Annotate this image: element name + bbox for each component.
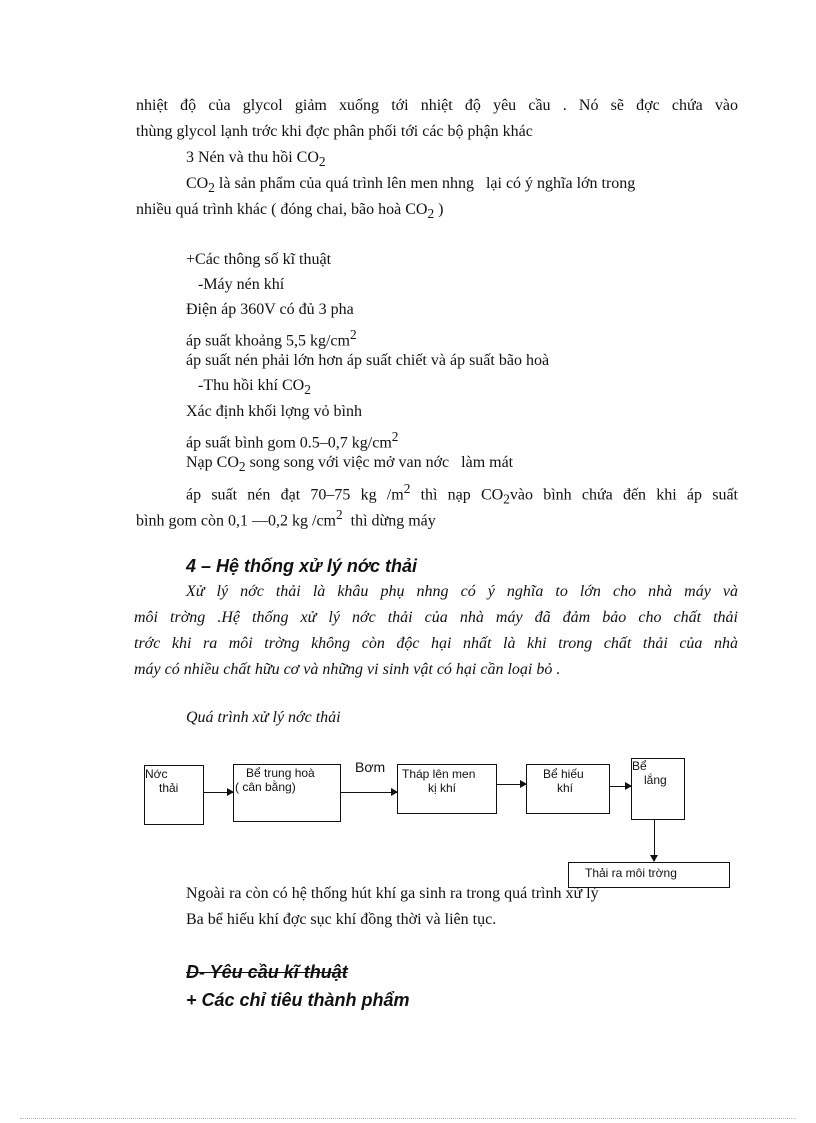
box-label: Tháp lên men — [402, 767, 476, 781]
spec-recovery: -Thu hồi khí $CO_2$ — [198, 377, 311, 398]
box-wastewater — [144, 765, 204, 825]
box-settling-tank — [631, 758, 685, 820]
section-4-line: môi trờng .Hệ thống xử lý nớc thải của nhà máy đã đảm bảo cho chất thải — [134, 609, 738, 626]
spec-final-cont: bình gom còn 0,1 —0,2 kg $/cm^2$ thì dừng máy — [136, 507, 436, 530]
box-label: khí — [557, 781, 574, 795]
section-4-line: Xử lý nớc thải là khâu phụ nhng có ý nghĩa to lớn cho nhà máy và — [186, 583, 738, 600]
flow-arrow — [340, 792, 397, 793]
spec-final: áp suất nén đạt 70–75 kg $/m^2$ thì nạp $CO_2vào$ bình chứa đến khi áp suất — [186, 481, 739, 507]
spec-collector: áp suất bình gom 0.5–0,7 $kg/cm^2$ — [186, 429, 399, 452]
box-label: Bể — [632, 759, 647, 773]
spec-voltage: Điện áp 360V có đủ 3 pha — [186, 301, 354, 318]
box-label: Bể trung hoà — [246, 766, 315, 780]
box-label: Thải ra môi trờng — [585, 866, 677, 880]
paragraph-line: $CO_2$ là sản phẩm của quá trình lên men nhng lại có ý nghĩa lớn trong — [186, 175, 636, 196]
paragraph-line: Ba bể hiếu khí đợc sục khí đồng thời và liên tục. — [186, 911, 497, 928]
spec-compressor: -Máy nén khí — [198, 276, 285, 293]
paragraph-line: thùng glycol lạnh trớc khi đợc phân phối tới các bộ phận khác — [136, 123, 533, 140]
paragraph-line: nhiều quá trình khác ( đóng chai, bão hoà $CO_2$ ) — [136, 201, 444, 222]
specs-title: +Các thông số kĩ thuật — [186, 251, 332, 268]
box-label: lắng — [644, 773, 667, 787]
spec-pressure-note: áp suất nén phải lớn hơn áp suất chiết và áp suất bão hoà — [186, 352, 550, 369]
paragraph-line: nhiệt độ của glycol giảm xuống tới nhiệt độ yêu cầu . Nó sẽ đợc chứa vào — [136, 97, 738, 114]
section-d-heading: D- Yêu cầu kĩ thuật — [186, 962, 348, 982]
process-title: Quá trình xử lý nớc thải — [186, 709, 341, 726]
section-d-subheading: + Các chỉ tiêu thành phẩm — [186, 990, 410, 1010]
section-3-title: 3 Nén và thu hồi $CO_2$ — [186, 149, 326, 170]
section-4-line: máy có nhiều chất hữu cơ và những vi sinh vật có hại cần loại bỏ . — [134, 661, 561, 678]
box-label: ( cân bằng) — [235, 780, 296, 794]
page-bottom-border — [20, 1118, 796, 1119]
box-label: thải — [159, 781, 179, 795]
pump-label: Bơm — [355, 759, 386, 775]
flow-arrow-down — [654, 819, 655, 861]
flow-arrow — [609, 786, 631, 787]
spec-mass: Xác định khối lợng vỏ bình — [186, 403, 362, 420]
paragraph-line: Ngoài ra còn có hệ thống hút khí ga sinh ra trong quá trình xử lý — [186, 885, 599, 902]
section-4-heading: 4 – Hệ thống xử lý nớc thải — [186, 556, 417, 576]
flow-arrow — [496, 784, 526, 785]
spec-pressure: áp suất khoảng 5,5 $kg/cm^2$ — [186, 327, 357, 350]
box-anaerobic-tower — [397, 764, 497, 814]
box-label: Nớc — [145, 767, 168, 781]
box-label: kị khí — [428, 781, 457, 795]
section-4-line: trớc khi ra môi trờng không còn độc hại nhất là khi trong chất thải của nhà — [134, 635, 738, 652]
box-neutralization — [233, 764, 341, 822]
flow-arrow — [203, 792, 233, 793]
box-label: Bể hiếu — [543, 767, 584, 781]
box-aerobic-tank — [526, 764, 610, 814]
spec-charge: Nạp $CO_2$ song song với việc mở van nớc làm mát — [186, 454, 514, 475]
